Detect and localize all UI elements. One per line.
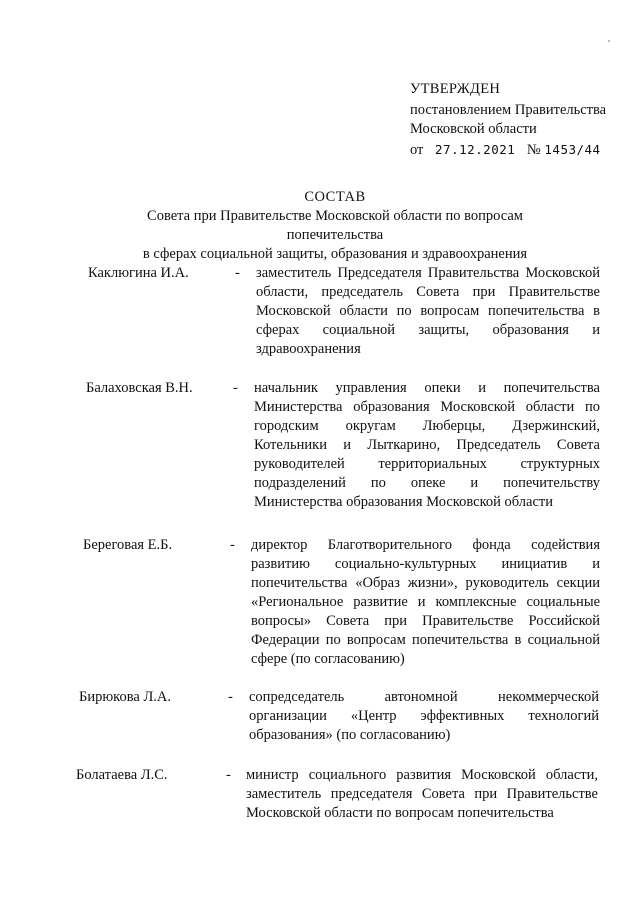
member-dash: -: [226, 767, 231, 783]
member-name: Бирюкова Л.А.: [79, 689, 171, 705]
member-role: заместитель Председателя Правительства Московской области, председатель Совета при Правительстве Московской области по вопросам попечительства в сферах социальной защиты, образования и здравоохранения: [256, 265, 600, 357]
date-prefix: от: [410, 141, 424, 158]
approval-stamp-block: [410, 80, 606, 160]
member-dash: -: [228, 689, 233, 705]
title-line-2: в сферах социальной защиты, образования и здравоохранения: [142, 246, 528, 262]
scan-speck: [608, 40, 610, 42]
member-dash: -: [230, 537, 235, 553]
member-role: директор Благотворительного фонда содействия развитию социально-культурных инициатив и попечительства «Образ жизни», руководитель секции «Региональное развитие и комплексные социальные вопросы» Совета при Правительстве Российской Федерации по вопросам попечительства в социальной сфере (по согласованию): [251, 537, 600, 667]
document-title: [100, 188, 570, 264]
member-name: Болатаева Л.С.: [76, 767, 168, 783]
member-role: начальник управления опеки и попечительства Министерства образования Московской области по городским округам Люберцы, Дзержинский, Котельники и Лыткарино, Председатель Совета руководителей территориальных структурных подразделений по опеке и попечительству Министерства образования Московской области: [254, 380, 600, 510]
member-dash: -: [235, 265, 240, 281]
approval-number: 1453/44: [544, 141, 601, 157]
title-line-1: Совета при Правительстве Московской области по вопросам попечительства: [147, 208, 523, 243]
member-name: Каклюгина И.А.: [88, 265, 189, 281]
number-prefix: №: [526, 141, 541, 158]
approval-heading: УТВЕРЖДЕН: [410, 81, 501, 97]
member-name: Балаховская В.Н.: [86, 380, 193, 396]
approval-line-1: постановлением Правительства: [410, 101, 607, 118]
member-name: Береговая Е.Б.: [83, 537, 173, 553]
title-heading: СОСТАВ: [304, 189, 366, 205]
approval-date-line: [410, 140, 606, 161]
approval-line-2: Московской области: [410, 121, 537, 137]
member-dash: -: [233, 380, 238, 396]
member-role: министр социального развития Московской области, заместитель председателя Совета при Правительстве Московской области по вопросам попечительства: [246, 767, 598, 821]
member-role: сопредседатель автономной некоммерческой организации «Центр эффективных технологий образования» (по согласованию): [249, 689, 599, 743]
approval-date: 27.12.2021: [435, 141, 516, 157]
